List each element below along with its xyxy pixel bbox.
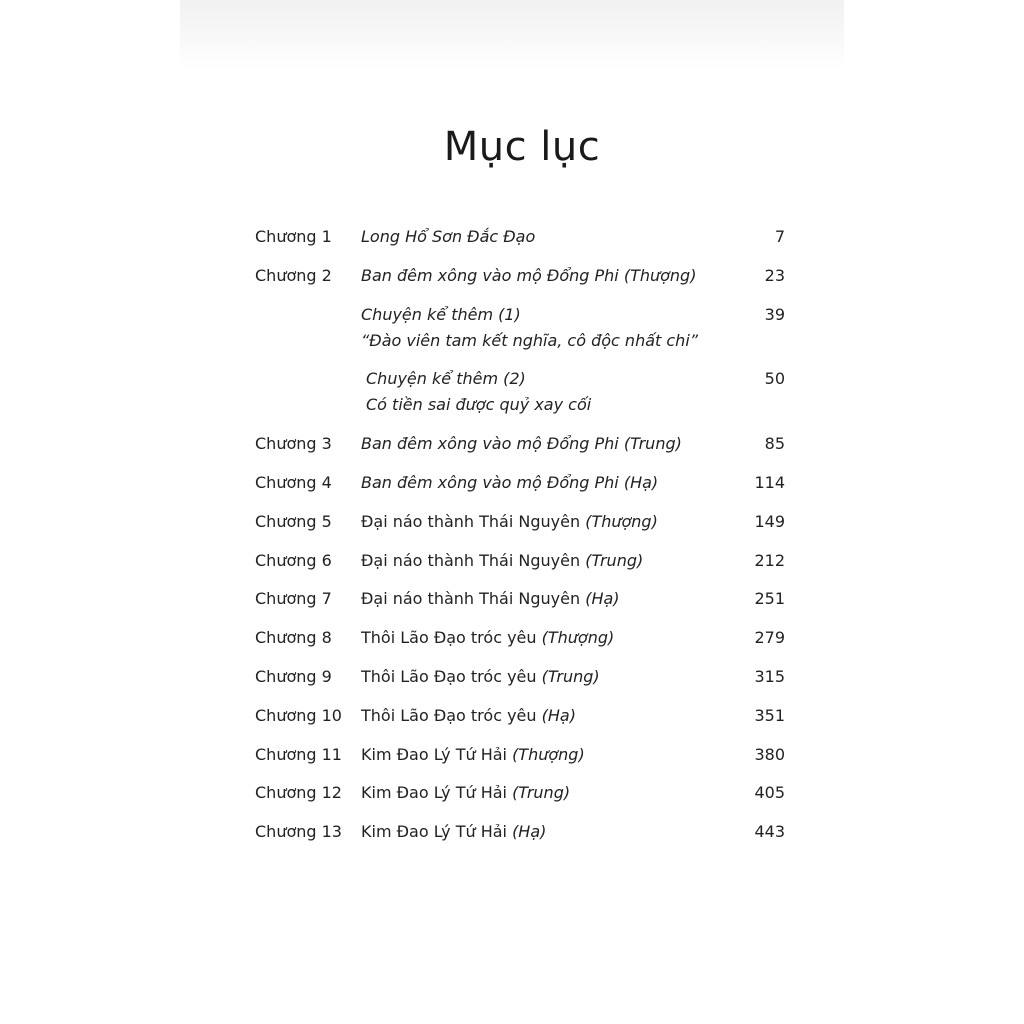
chapter-title-text: Thôi Lão Đạo tróc yêu xyxy=(361,705,542,725)
page-number: 279 xyxy=(754,628,785,648)
chapter-title xyxy=(361,780,725,806)
chapter-label: Chương 6 xyxy=(255,550,332,570)
toc-entry xyxy=(255,586,785,612)
page-number: 23 xyxy=(764,265,785,285)
chapter-label: Chương 7 xyxy=(255,589,332,609)
toc-entry xyxy=(255,431,785,457)
chapter-title-text: Ban đêm xông vào mộ Đổng Phi (Thượng) xyxy=(361,265,697,285)
scan-shadow xyxy=(180,0,844,70)
chapter-title-text: “Đào viên tam kết nghĩa, cô độc nhất chi” xyxy=(361,330,699,350)
toc-entry xyxy=(255,263,785,289)
chapter-title xyxy=(361,664,725,690)
chapter-title-text: (Hạ) xyxy=(585,589,620,609)
chapter-title-text: Long Hổ Sơn Đắc Đạo xyxy=(361,227,536,246)
chapter-title-line xyxy=(361,263,725,289)
chapter-title-line xyxy=(361,625,725,651)
chapter-label: Chương 4 xyxy=(255,472,332,492)
chapter-title-text: (Thượng) xyxy=(585,511,658,531)
page-number: 443 xyxy=(754,822,785,842)
toc-entry xyxy=(255,625,785,651)
chapter-title-text: Chuyện kể thêm (1) xyxy=(361,304,521,324)
chapter-title-line xyxy=(361,703,725,729)
chapter-title-text: (Trung) xyxy=(512,783,571,803)
chapter-title xyxy=(361,431,725,457)
chapter-title xyxy=(361,548,725,574)
chapter-title-line xyxy=(361,470,725,496)
chapter-label: Chương 12 xyxy=(255,783,342,803)
chapter-title-line xyxy=(361,224,725,250)
table-of-contents xyxy=(255,224,785,858)
chapter-title xyxy=(361,819,725,845)
chapter-title xyxy=(361,263,725,289)
toc-entry xyxy=(255,302,785,354)
page-number: 251 xyxy=(754,589,785,609)
page-number: 39 xyxy=(764,304,785,324)
toc-entry xyxy=(255,509,785,535)
chapter-title xyxy=(361,224,725,250)
chapter-title-line xyxy=(361,328,725,354)
chapter-title xyxy=(361,366,725,418)
chapter-title-line xyxy=(361,509,725,535)
chapter-title xyxy=(361,470,725,496)
chapter-title-text: (Thượng) xyxy=(512,744,585,764)
chapter-title-line xyxy=(361,664,725,690)
chapter-title-text: (Hạ) xyxy=(541,705,576,725)
chapter-title-line xyxy=(366,392,725,418)
chapter-title-text: Chuyện kể thêm (2) xyxy=(366,369,526,389)
chapter-label: Chương 11 xyxy=(255,744,342,764)
toc-entry xyxy=(255,548,785,574)
chapter-title-text: Có tiền sai được quỷ xay cối xyxy=(366,395,592,415)
chapter-title-text: Kim Đao Lý Tứ Hải xyxy=(361,744,513,764)
chapter-title-text: Ban đêm xông vào mộ Đổng Phi (Trung) xyxy=(361,434,682,454)
chapter-title-line xyxy=(361,780,725,806)
page-number: 380 xyxy=(754,744,785,764)
toc-entry xyxy=(255,366,785,418)
chapter-label: Chương 13 xyxy=(255,822,342,842)
page-number: 85 xyxy=(764,434,785,454)
chapter-title-text: Kim Đao Lý Tứ Hải xyxy=(361,783,513,803)
chapter-label: Chương 8 xyxy=(255,628,332,648)
page-number: 212 xyxy=(754,550,785,570)
chapter-title-line xyxy=(361,742,725,768)
chapter-title-text: Đại náo thành Thái Nguyên xyxy=(361,550,586,570)
toc-entry xyxy=(255,742,785,768)
toc-entry xyxy=(255,703,785,729)
chapter-title-text: (Trung) xyxy=(585,550,644,570)
chapter-title-text: Đại náo thành Thái Nguyên xyxy=(361,589,586,609)
chapter-title-line xyxy=(361,819,725,845)
chapter-label: Chương 1 xyxy=(255,227,332,246)
chapter-title-text: Đại náo thành Thái Nguyên xyxy=(361,511,586,531)
chapter-label: Chương 9 xyxy=(255,666,332,686)
page-number: 405 xyxy=(754,783,785,803)
chapter-title xyxy=(361,742,725,768)
chapter-title xyxy=(361,703,725,729)
chapter-title-line xyxy=(361,586,725,612)
toc-entry xyxy=(255,780,785,806)
chapter-label: Chương 5 xyxy=(255,511,332,531)
chapter-title-text: Kim Đao Lý Tứ Hải xyxy=(361,822,513,842)
page-number: 50 xyxy=(764,369,785,389)
chapter-label: Chương 2 xyxy=(255,265,332,285)
chapter-title-text: (Trung) xyxy=(541,666,600,686)
chapter-title-text: Ban đêm xông vào mộ Đổng Phi (Hạ) xyxy=(361,472,659,492)
chapter-title xyxy=(361,509,725,535)
chapter-label: Chương 3 xyxy=(255,434,332,454)
chapter-title-line xyxy=(361,302,725,328)
page-number: 149 xyxy=(754,511,785,531)
chapter-title-line xyxy=(366,366,725,392)
chapter-title-text: (Hạ) xyxy=(512,822,547,842)
chapter-title xyxy=(361,586,725,612)
chapter-title-line xyxy=(361,431,725,457)
page-number: 114 xyxy=(754,472,785,492)
page-number: 351 xyxy=(754,705,785,725)
page-number: 315 xyxy=(754,666,785,686)
chapter-title-text: (Thượng) xyxy=(541,628,615,648)
toc-entry xyxy=(255,664,785,690)
toc-entry xyxy=(255,470,785,496)
chapter-label: Chương 10 xyxy=(255,705,342,725)
page-title: Mục lục xyxy=(443,124,601,170)
chapter-title-text: Thôi Lão Đạo tróc yêu xyxy=(361,666,542,686)
chapter-title-line xyxy=(361,548,725,574)
chapter-title-text: Thôi Lão Đạo tróc yêu xyxy=(361,628,542,648)
chapter-title xyxy=(361,302,725,354)
page-number: 7 xyxy=(774,227,785,246)
chapter-title xyxy=(361,625,725,651)
toc-entry xyxy=(255,819,785,845)
toc-entry xyxy=(255,224,785,250)
